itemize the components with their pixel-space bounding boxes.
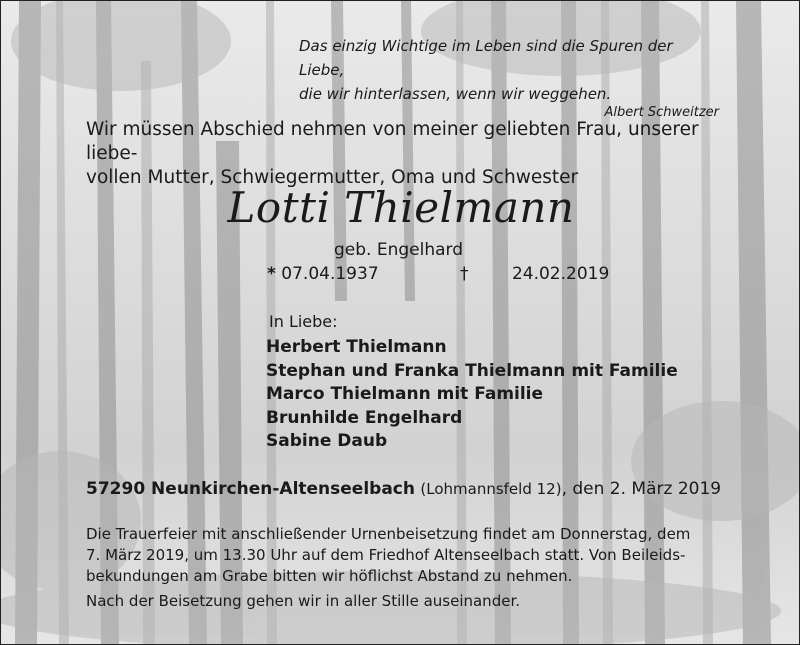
maiden-name: geb. Engelhard [334, 240, 464, 260]
quote-author: Albert Schweitzer [604, 105, 719, 120]
death-date-group [460, 264, 647, 284]
mourner-name: Stephan und Franka Thielmann mit Familie [266, 360, 678, 381]
mourners-list [266, 336, 678, 454]
intro-text [86, 118, 726, 190]
mourner-name: Marco Thielmann mit Familie [266, 384, 544, 404]
death-date: 24.02.2019 [511, 264, 610, 284]
intro-line-2: vollen Mutter, Schwiegermutter, Oma und Schwester [86, 167, 579, 188]
notice-line: Die Trauerfeier mit anschließender Urnenbeisetzung findet am Donnerstag, dem [86, 525, 691, 543]
place-address: (Lohmannsfeld 12) [420, 480, 562, 498]
life-dates [267, 264, 685, 284]
birth-date: 07.04.1937 [281, 264, 379, 284]
deceased-name: Lotti Thielmann [227, 183, 575, 232]
funeral-notice [86, 524, 726, 612]
mourner-name: Brunhilde Engelhard [266, 407, 463, 428]
notice-line: Nach der Beisetzung gehen wir in aller Stille auseinander. [86, 592, 520, 610]
place-city: 57290 Neunkirchen-Altenseelbach [86, 479, 415, 499]
notice-line: 7. März 2019, um 13.30 Uhr auf dem Friedhof Altenseelbach statt. Von Beileids- [86, 546, 686, 564]
place-date-line [86, 479, 721, 499]
mourners-heading: In Liebe: [269, 312, 338, 331]
place-date: , den 2. März 2019 [561, 479, 722, 499]
mourner-name: Sabine Daub [266, 431, 388, 451]
epitaph-quote [299, 34, 719, 122]
mourner-name: Herbert Thielmann [266, 337, 447, 357]
notice-line: bekundungen am Grabe bitten wir höflichst Abstand zu nehmen. [86, 567, 573, 585]
intro-line-1: Wir müssen Abschied nehmen von meiner geliebten Frau, unserer liebe- [86, 119, 699, 164]
birth-symbol: * [267, 264, 276, 284]
birth-date-group [267, 264, 422, 284]
death-symbol: † [460, 264, 469, 284]
quote-line-2: die wir hinterlassen, wenn wir weggehen. [299, 85, 612, 103]
quote-line-1: Das einzig Wichtige im Leben sind die Spuren der Liebe, [299, 37, 673, 79]
